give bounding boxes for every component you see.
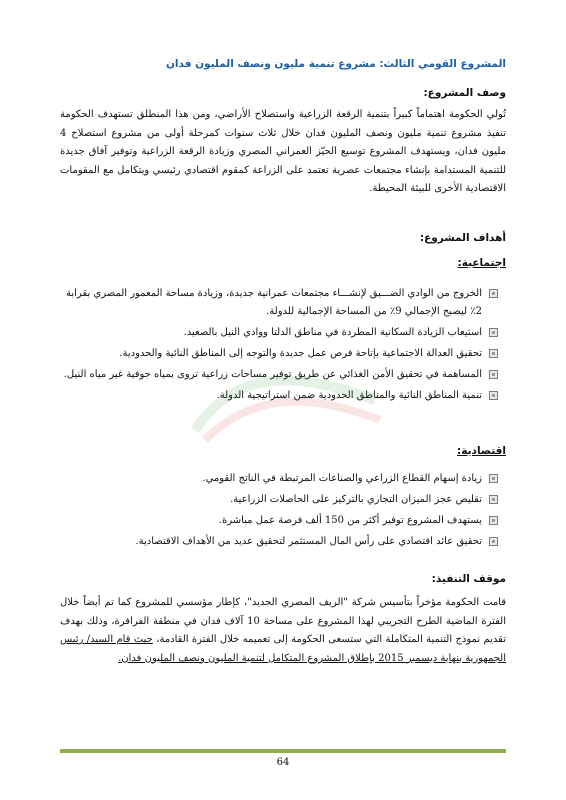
project-title: المشروع القومي الثالث: مشروع تنمية مليون ونصف المليون فدان — [165, 58, 506, 70]
economic-goals-list — [60, 470, 498, 554]
bullet-icon — [489, 474, 498, 483]
footer-divider — [60, 749, 506, 753]
execution-heading: موقف التنفيذ: — [431, 573, 506, 585]
list-item: زيادة إسهام القطاع الزراعي والصناعات المرتبطة في الناتج القومي. — [60, 470, 498, 488]
list-item: المساهمة في تحقيق الأمن الغذائي عن طريق توفير مساحات زراعية تروى بمياه جوفية غير مياه النيل. — [60, 366, 498, 384]
list-item: تنمية المناطق النائية والمناطق الحدودية ضمن استراتيجية الدولة. — [60, 387, 498, 405]
economic-goals-heading: اقتصادية: — [457, 445, 506, 457]
watermark-logo — [175, 360, 395, 450]
bullet-icon — [489, 516, 498, 525]
description-heading: وصف المشروع: — [423, 87, 506, 99]
bullet-icon — [489, 289, 498, 298]
execution-highlight: حيث قام السيد/ رئيس الجمهورية بنهاية ديسمبر 2015 بإطلاق المشروع المتكامل لتنمية المليون ونصف المليون فدان. — [60, 634, 506, 664]
social-goals-heading: اجتماعية: — [457, 257, 506, 269]
list-item: تحقيق العدالة الاجتماعية بإتاحة فرص عمل جديدة والتوجه إلى المناطق النائية والحدودية. — [60, 345, 498, 363]
execution-paragraph: قامت الحكومة مؤخراً بتأسيس شركة "الريف المصري الجديد"، كإطار مؤسسي للمشروع كما تم أيضاً خلال الفترة الماضية الطرح التجريبي لهذا المشروع على مساحة 10 آلاف فدان في منطقة الفرافرة، وذلك بهدف تقديم نموذج التنمية المتكاملة التي ستسعى الحكومة إلى تعميمه خلال الفترة القادمة، حيث قام السيد/ رئيس الجمهورية بنهاية ديسمبر 2015 بإطلاق المشروع المتكامل لتنمية المليون ونصف المليون فدان. — [60, 597, 506, 664]
list-item: الخروج من الوادي الضـــيق لإنشـــاء مجتمعات عمرانية جديدة، وزيادة مساحة المعمور المصري بقرابة 2٪ ليصبح الإجمالي 9٪ من المساحة الإجمالية للدولة. — [60, 285, 498, 321]
list-item: تحقيق عائد اقتصادي على رأس المال المستثمر لتحقيق عديد من الأهداف الاقتصادية. — [60, 533, 498, 551]
bullet-icon — [489, 328, 498, 337]
list-item: استيعاب الزيادة السكانية المطردة في مناطق الدلتا ووادي النيل بالصعيد. — [60, 324, 498, 342]
bullet-icon — [489, 537, 498, 546]
bullet-icon — [489, 370, 498, 379]
goals-heading: أهداف المشروع: — [419, 232, 506, 244]
bullet-icon — [489, 495, 498, 504]
list-item: يستهدف المشروع توفير أكثر من 150 ألف فرصة عمل مباشرة. — [60, 512, 498, 530]
description-paragraph: تُولي الحكومة اهتماماً كبيراً بتنمية الرقعة الزراعية واستصلاح الأراضي، ومن هذا المنطلق تستهدف الحكومة تنفيذ مشروع تنمية مليون ونصف المليون فدان خلال ثلاث سنوات كمرحلة أولى من مشروع استصلاح 4 مليون فدان، ويستهدف المشروع توسيع الحيّز العمراني المصري وزيادة الرقعة الزراعية وتوفير آفاق جديدة للتنمية المستدامة بإنشاء مجتمعات عصرية تعتمد على الزراعة كمقوم اقتصادي رئيسي ويتكامل مع المقومات الاقتصادية الأخرى للبيئة المحيطة. — [60, 109, 507, 194]
bullet-icon — [489, 349, 498, 358]
bullet-icon — [489, 391, 498, 400]
page-number: 64 — [276, 757, 290, 768]
list-item: تقليص عجز الميزان التجاري بالتركيز على الحاصلات الزراعية. — [60, 491, 498, 509]
